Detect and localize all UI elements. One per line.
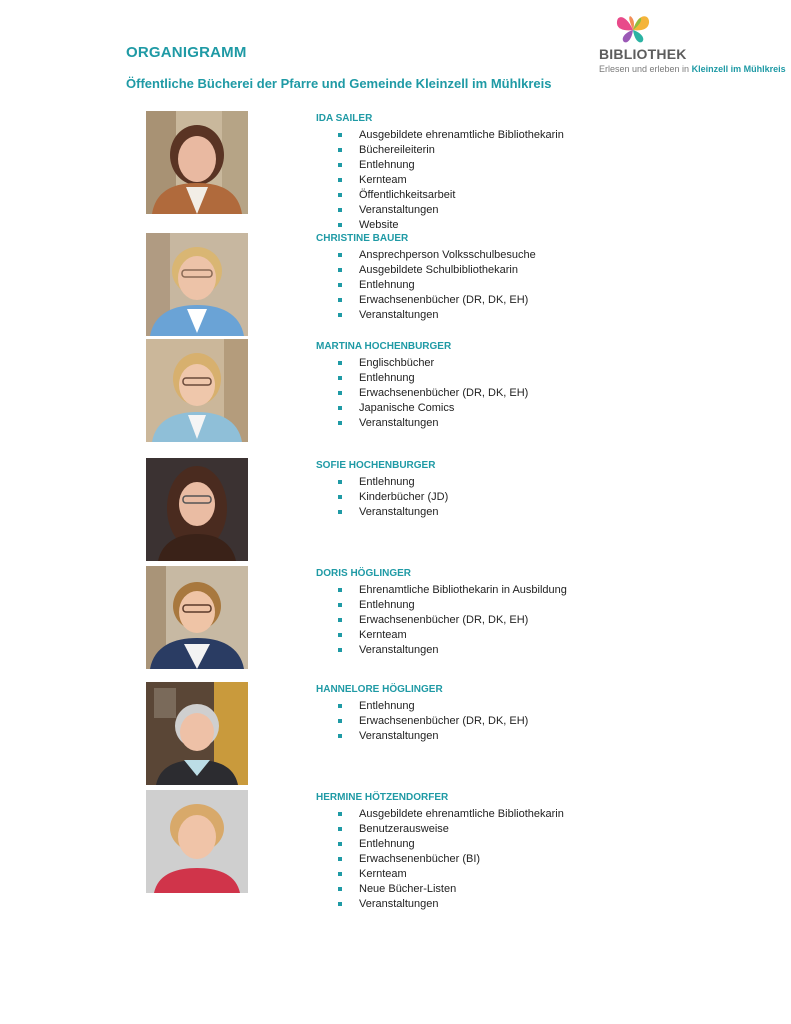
role-item: Ansprechperson Volksschulbesuche bbox=[316, 248, 536, 263]
role-item: Ausgebildete ehrenamtliche Bibliothekarin bbox=[316, 128, 564, 143]
person-name: HANNELORE HÖGLINGER bbox=[316, 684, 443, 695]
role-item: Entlehnung bbox=[316, 837, 564, 852]
role-item: Veranstaltungen bbox=[316, 505, 448, 520]
person-name: MARTINA HOCHENBURGER bbox=[316, 341, 452, 352]
person-name: DORIS HÖGLINGER bbox=[316, 568, 412, 579]
person-name: SOFIE HOCHENBURGER bbox=[316, 460, 436, 471]
role-item: Entlehnung bbox=[316, 598, 567, 613]
role-list bbox=[316, 128, 564, 233]
person-block bbox=[316, 684, 528, 744]
role-list bbox=[316, 807, 564, 912]
person-block bbox=[316, 341, 528, 431]
page-subtitle: Öffentliche Bücherei der Pfarre und Gemeinde Kleinzell im Mühlkreis bbox=[126, 76, 552, 91]
person-name: CHRISTINE BAUER bbox=[316, 233, 409, 244]
role-item: Erwachsenenbücher (DR, DK, EH) bbox=[316, 293, 536, 308]
person-block bbox=[316, 233, 536, 323]
role-list bbox=[316, 475, 448, 520]
person-name: IDA SAILER bbox=[316, 113, 373, 124]
role-item: Kinderbücher (JD) bbox=[316, 490, 448, 505]
role-item: Veranstaltungen bbox=[316, 729, 528, 744]
role-item: Veranstaltungen bbox=[316, 643, 567, 658]
role-item: Ausgebildete ehrenamtliche Bibliothekarin bbox=[316, 807, 564, 822]
role-item: Ausgebildete Schulbibliothekarin bbox=[316, 263, 536, 278]
role-item: Erwachsenenbücher (DR, DK, EH) bbox=[316, 714, 528, 729]
library-logo bbox=[596, 12, 786, 82]
logo-tagline-place: Kleinzell im Mühlkreis bbox=[691, 64, 786, 74]
role-item: Benutzerausweise bbox=[316, 822, 564, 837]
butterfly-icon bbox=[614, 12, 652, 44]
logo-tagline bbox=[599, 64, 786, 74]
role-item: Englischbücher bbox=[316, 356, 528, 371]
role-item: Kernteam bbox=[316, 867, 564, 882]
person-block bbox=[316, 792, 564, 912]
portrait-photo bbox=[146, 790, 248, 893]
portrait-photo bbox=[146, 682, 248, 785]
role-item: Veranstaltungen bbox=[316, 897, 564, 912]
role-item: Entlehnung bbox=[316, 278, 536, 293]
role-item: Veranstaltungen bbox=[316, 203, 564, 218]
role-item: Entlehnung bbox=[316, 699, 528, 714]
role-item: Büchereileiterin bbox=[316, 143, 564, 158]
role-item: Neue Bücher-Listen bbox=[316, 882, 564, 897]
role-item: Entlehnung bbox=[316, 158, 564, 173]
role-list bbox=[316, 583, 567, 658]
role-item: Veranstaltungen bbox=[316, 308, 536, 323]
portrait-photo bbox=[146, 566, 248, 669]
logo-wordmark: BIBLIOTHEK bbox=[599, 46, 687, 62]
logo-tagline-text: Erlesen und erleben in bbox=[599, 64, 690, 74]
page-title: ORGANIGRAMM bbox=[126, 44, 247, 61]
role-item: Erwachsenenbücher (BI) bbox=[316, 852, 564, 867]
role-item: Kernteam bbox=[316, 628, 567, 643]
portrait-photo bbox=[146, 111, 248, 214]
role-list bbox=[316, 699, 528, 744]
role-item: Ehrenamtliche Bibliothekarin in Ausbildung bbox=[316, 583, 567, 598]
person-block bbox=[316, 568, 567, 658]
role-item: Entlehnung bbox=[316, 371, 528, 386]
role-list bbox=[316, 248, 536, 323]
role-item: Entlehnung bbox=[316, 475, 448, 490]
role-item: Japanische Comics bbox=[316, 401, 528, 416]
role-item: Website bbox=[316, 218, 564, 233]
person-block bbox=[316, 113, 564, 233]
person-block bbox=[316, 460, 448, 520]
role-item: Erwachsenenbücher (DR, DK, EH) bbox=[316, 613, 567, 628]
role-item: Öffentlichkeitsarbeit bbox=[316, 188, 564, 203]
person-name: HERMINE HÖTZENDORFER bbox=[316, 792, 449, 803]
role-list bbox=[316, 356, 528, 431]
role-item: Kernteam bbox=[316, 173, 564, 188]
portrait-photo bbox=[146, 458, 248, 561]
portrait-photo bbox=[146, 339, 248, 442]
role-item: Veranstaltungen bbox=[316, 416, 528, 431]
role-item: Erwachsenenbücher (DR, DK, EH) bbox=[316, 386, 528, 401]
portrait-photo bbox=[146, 233, 248, 336]
